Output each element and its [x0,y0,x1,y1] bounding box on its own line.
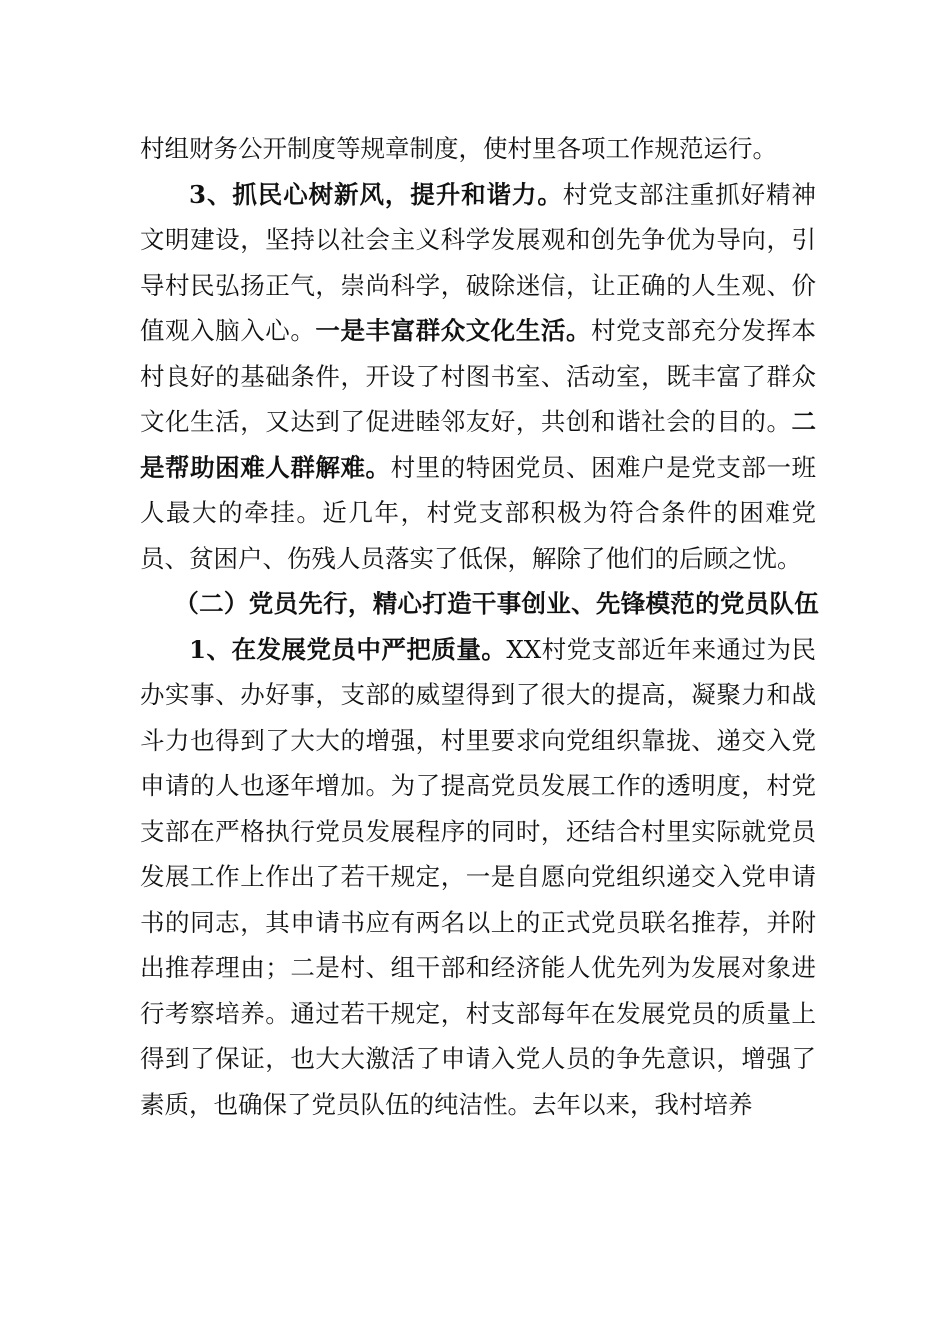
point-culture: 一是丰富群众文化生活。 [315,316,592,345]
paragraph-text: 村里的特困党员、困难户是党支部一班人最大的牵挂。近几年，村党支部积极为符合条件的困难党员、贫困户、伤残人员落实了低保，解除了他们的后顾之忧。 [140,452,816,573]
point-hardship: 二是帮助困难人群解难。 [140,407,816,482]
paragraph-text: XX村党支部近年来通过为民办实事、办好事，支部的威望得到了很大的提高，凝聚力和战斗力也得到了大大的增强，村里要求向党组织靠拢、递交入党申请的人也逐年增加。为了提高党员发展工作的透明度，村党支部在严格执行党员发展程序的同时，还结合村里实际就党员发展工作上作出了若干规定，一是自愿向党组织递交入党申请书的同志，其申请书应有两名以上的正式党员联名推荐，并附出推荐理由；二是村、组干部和经济能人优先列为发展对象进行考察培养。通过若干规定，村支部每年在发展党员的质量上得到了保证，也大大激活了申请入党人员的争先意识，增强了素质，也确保了党员队伍的纯洁性。去年以来，我村培养 [140,634,816,1119]
paragraph-development [140,627,816,1128]
document-page [140,126,820,1127]
section-heading: （二）党员先行，精心打造干事创业、先锋模范的党员队伍 [174,589,820,618]
paragraph-text: 村党支部注重抓好精神文明建设，坚持以社会主义科学发展观和创先争优为导向，引导村民弘扬正气，崇尚科学，破除迷信，让正确的人生观、价值观入脑入心。 [140,179,817,345]
paragraph-continuation: 村组财务公开制度等规章制度，使村里各项工作规范运行。 [140,134,777,163]
section-title-civility: 3、抓民心树新风，提升和谐力。 [189,179,563,209]
section-title-development: 1、在发展党员中严把质量。 [189,634,507,664]
paragraph-text: 村党支部充分发挥本村良好的基础条件，开设了村图书室、活动室，既丰富了群众文化生活，又达到了促进睦邻友好，共创和谐社会的目的。 [140,316,817,436]
paragraph-civility [140,172,816,582]
